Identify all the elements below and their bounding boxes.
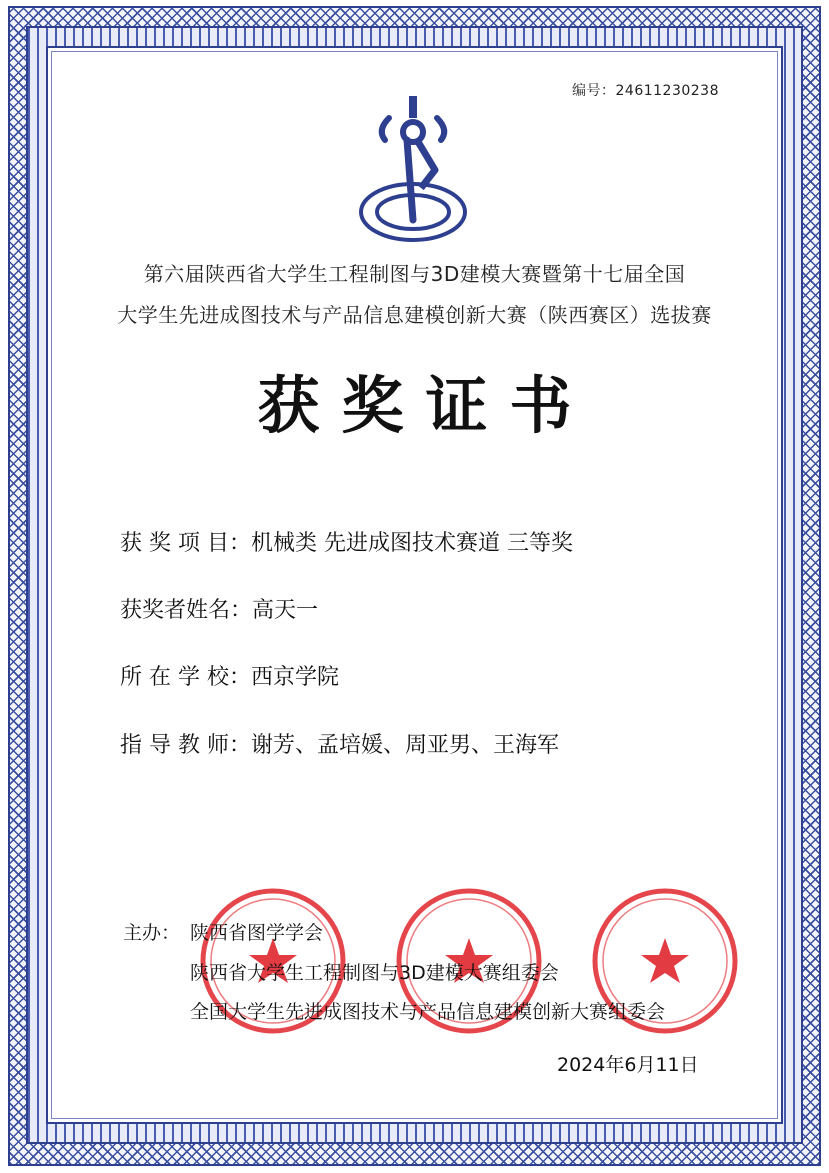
award-item-label: 获 奖 项 目： [120,531,251,556]
advisor-value: 谢芳、孟培媛、周亚男、王海军 [250,733,559,758]
organizer-1: 陕西省图学学会 [190,922,324,944]
winner-name-value: 高天一 [252,598,319,623]
winner-name-label: 获奖者姓名： [120,598,253,623]
school-field [120,660,339,691]
school-label: 所 在 学 校： [120,665,251,690]
advisor-field [120,728,559,759]
competition-title-line-2: 大学生先进成图技术与产品信息建模创新大赛（陕西赛区）选拔赛 [117,303,712,327]
award-item-value: 机械类 先进成图技术赛道 三等奖 [250,531,573,556]
compass-logo-icon [355,92,475,242]
winner-name-field [120,593,318,624]
certificate-number-label: 编号： [572,83,616,99]
certificate-number-value: 24611230238 [615,83,719,99]
organizer-3: 全国大学生先进成图技术与产品信息建模创新大赛组委会 [190,1001,666,1023]
competition-title-line-1: 第六届陕西省大学生工程制图与3D建模大赛暨第十七届全国 [143,262,686,286]
organizer-2: 陕西省大学生工程制图与3D建模大赛组委会 [190,962,559,984]
advisor-label: 指 导 教 师： [120,733,251,758]
organizer-label: 主办： [123,922,181,944]
award-item-field [120,526,573,557]
certificate-main-title: 获奖证书 [257,369,594,442]
issue-date: 2024年6月11日 [557,1054,699,1076]
certificate-number [572,80,719,100]
school-value: 西京学院 [250,665,339,690]
